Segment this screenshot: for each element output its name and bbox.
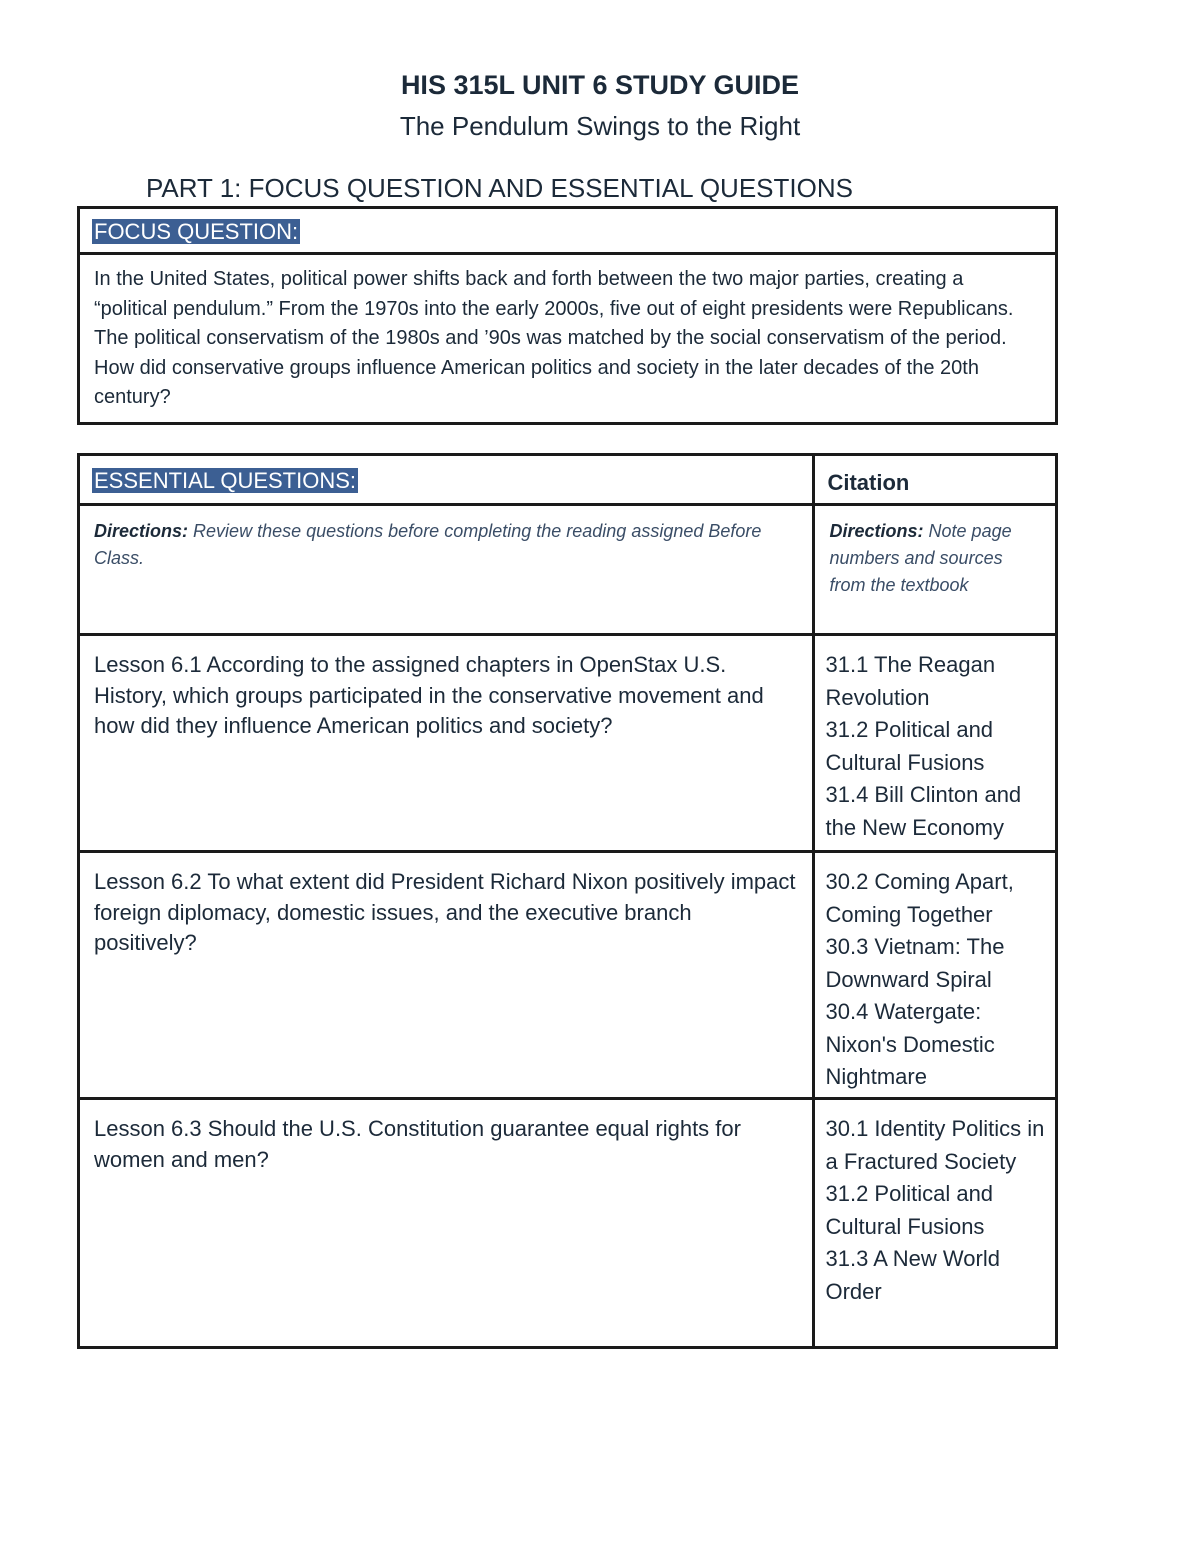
citation-item: 30.1 Identity Politics in a Fractured Society <box>825 1116 1045 1174</box>
citation-item: 30.4 Watergate: Nixon's Domestic Nightmare <box>825 999 995 1089</box>
lesson-citations <box>814 1099 1057 1348</box>
essential-questions-label: ESSENTIAL QUESTIONS: <box>94 468 357 493</box>
focus-question-label: FOCUS QUESTION: <box>94 219 299 244</box>
part-heading: PART 1: FOCUS QUESTION AND ESSENTIAL QUESTIONS <box>146 173 853 203</box>
citation-directions <box>814 505 1057 635</box>
citation-header: Citation <box>814 455 1057 505</box>
focus-question-table <box>77 206 1058 425</box>
lesson-question: Lesson 6.2 To what extent did President Richard Nixon positively impact foreign diplomacy, domestic issues, and the executive branch positively? <box>79 852 814 1099</box>
lesson-question: Lesson 6.1 According to the assigned chapters in OpenStax U.S. History, which groups participated in the conservative movement and how did they influence American politics and society? <box>79 635 814 852</box>
citation-directions-label: Directions: <box>829 521 924 541</box>
essential-questions-header-cell <box>79 455 814 505</box>
document-title: HIS 315L UNIT 6 STUDY GUIDE <box>400 70 800 100</box>
table-row <box>79 635 1057 852</box>
lesson-citations <box>814 635 1057 852</box>
citation-directions-text: Note page numbers and sources from the textbook <box>829 521 1012 595</box>
table-row <box>79 1099 1057 1348</box>
citation-item: 31.4 Bill Clinton and the New Economy <box>825 782 1022 840</box>
directions-label: Directions: <box>94 521 189 541</box>
citation-item: 31.2 Political and Cultural Fusions <box>825 717 994 775</box>
essential-questions-table <box>77 453 1058 1349</box>
document-subtitle: The Pendulum Swings to the Right <box>399 111 801 141</box>
focus-question-header-cell <box>79 208 1057 254</box>
citation-item: 30.3 Vietnam: The Downward Spiral <box>825 934 1005 992</box>
citation-item: 31.3 A New World Order <box>825 1246 1000 1304</box>
directions-text: Review these questions before completing the reading assigned Before Class. <box>94 521 762 568</box>
citation-item: 31.2 Political and Cultural Fusions <box>825 1181 994 1239</box>
table-row <box>79 852 1057 1099</box>
lesson-question: Lesson 6.3 Should the U.S. Constitution guarantee equal rights for women and men? <box>79 1099 814 1348</box>
citation-item: 30.2 Coming Apart, Coming Together <box>825 869 1014 927</box>
lesson-citations <box>814 852 1057 1099</box>
focus-question-text: In the United States, political power shifts back and forth between the two major parties, creating a “political pendulum.” From the 1970s into the early 2000s, five out of eight presidents were Republicans. The political conservatism of the 1980s and ’90s was matched by the social conservatism of the period. How did conservative groups influence American politics and society in the later decades of the 20th century? <box>79 254 1057 424</box>
citation-item: 31.1 The Reagan Revolution <box>825 652 996 710</box>
questions-directions <box>79 505 814 635</box>
